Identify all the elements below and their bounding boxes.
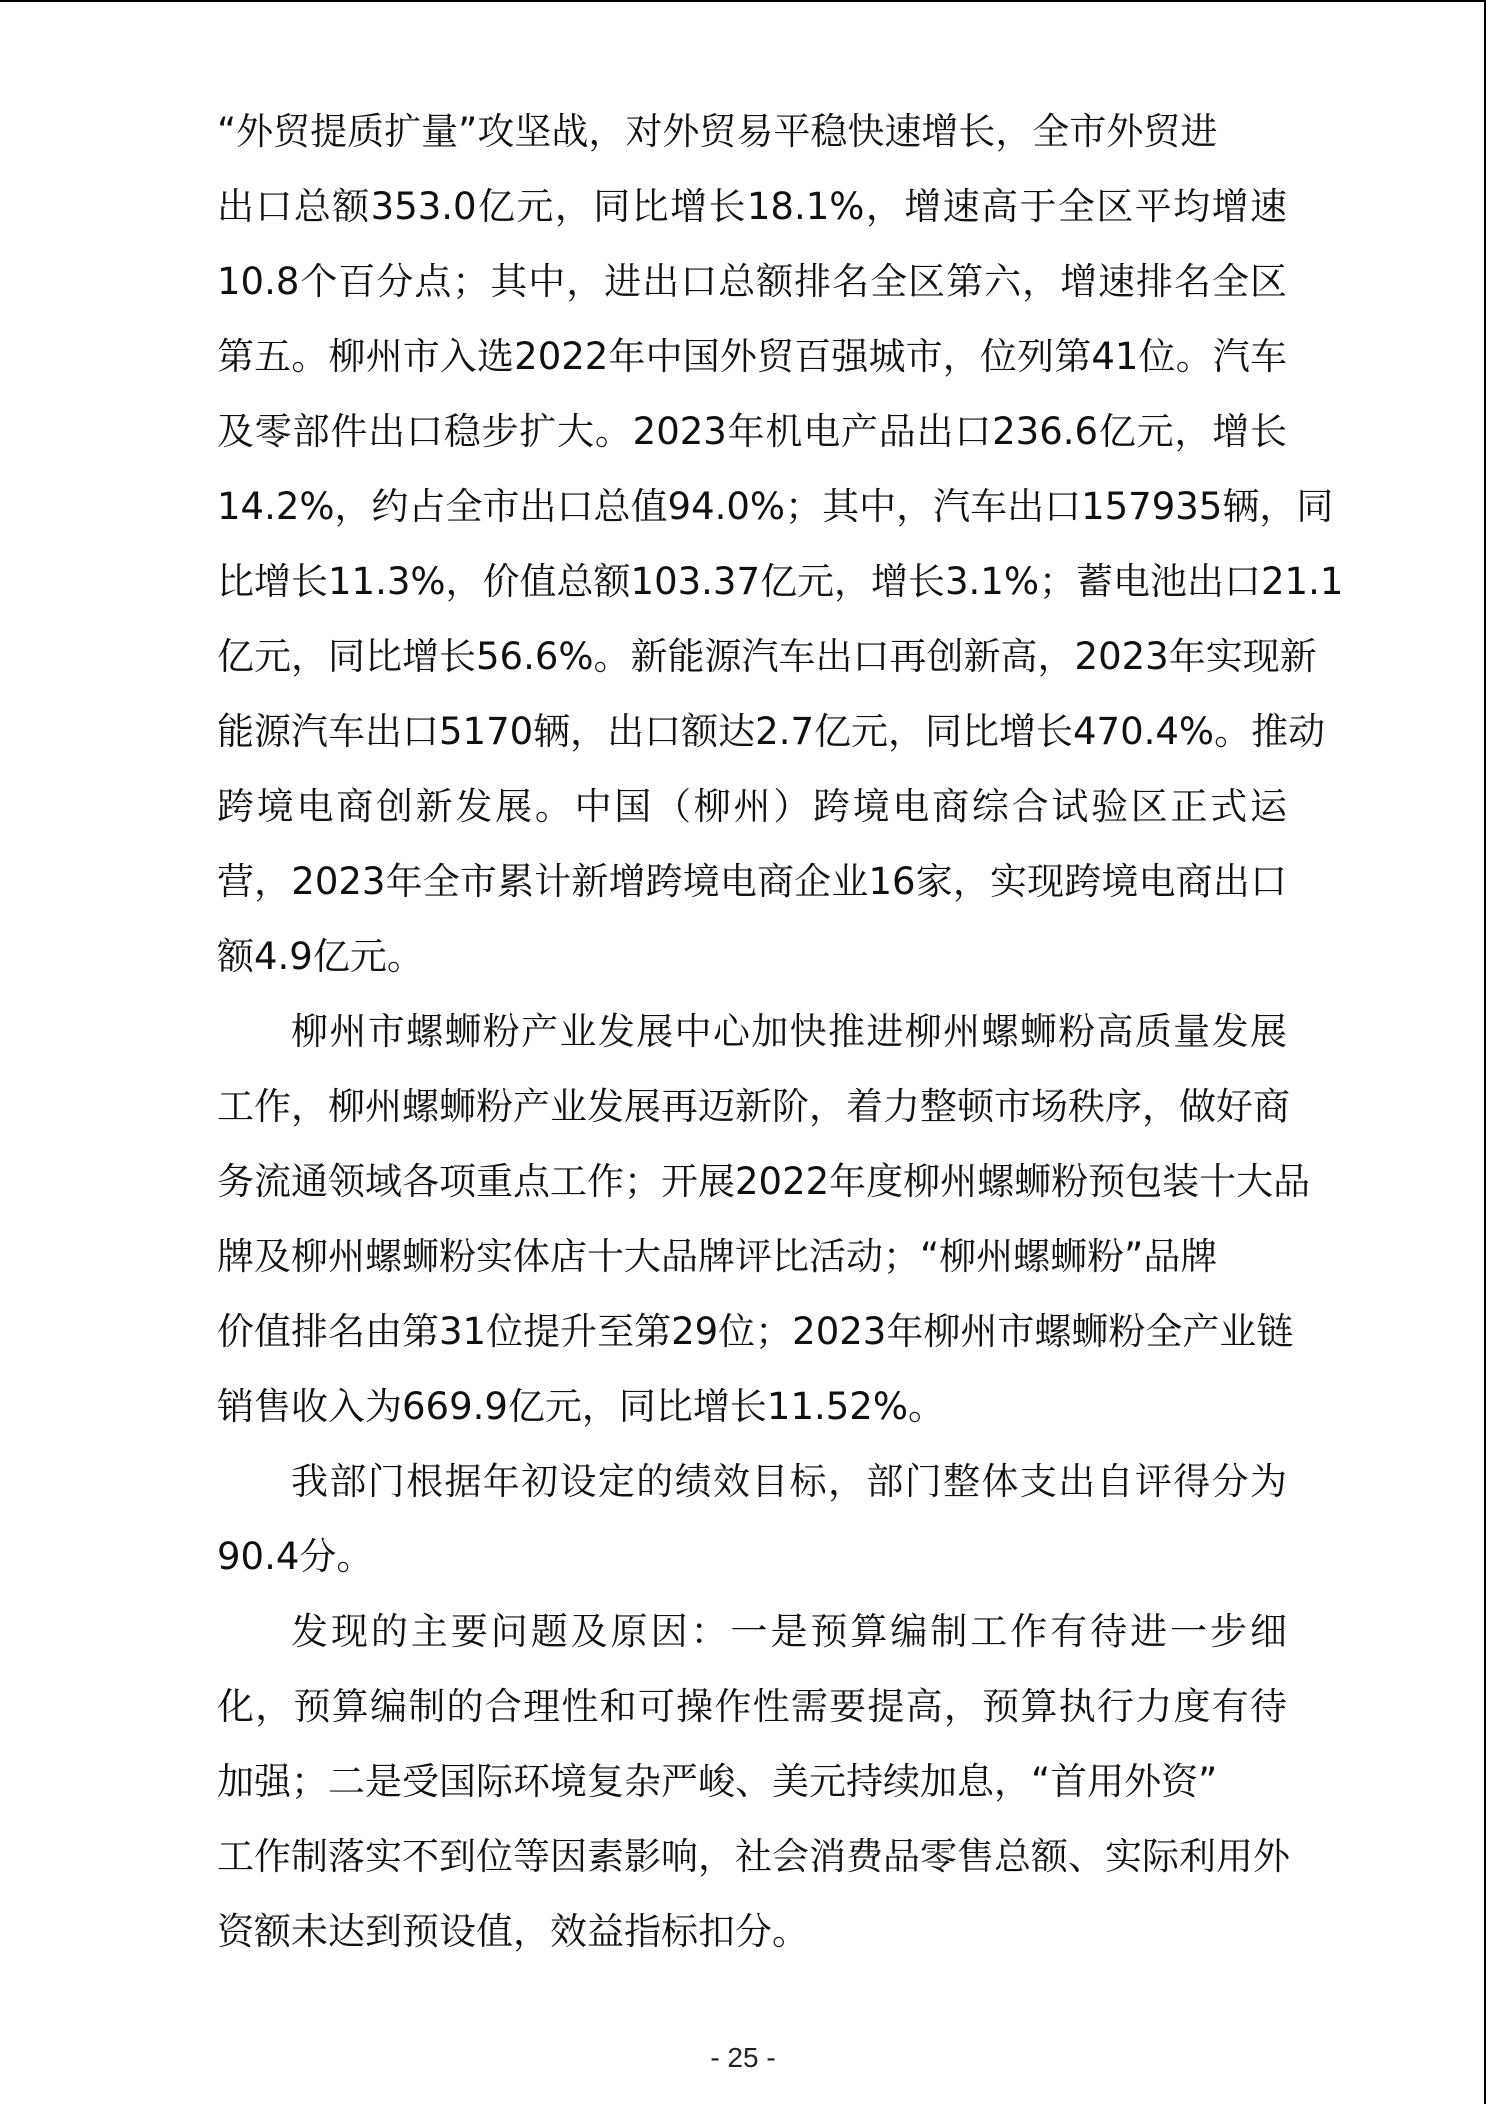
text-line: 额4.9亿元。 <box>217 935 424 978</box>
text-line: 10.8个百分点；其中，进出口总额排名全区第六，增速排名全区 <box>217 260 1287 303</box>
text-line: “外贸提质扩量”攻坚战，对外贸易平稳快速增长，全市外贸进 <box>217 110 1218 153</box>
text-line: 化，预算编制的合理性和可操作性需要提高，预算执行力度有待 <box>217 1685 1287 1728</box>
text-line: 亿元，同比增长56.6%。新能源汽车出口再创新高，2023年实现新 <box>217 635 1317 678</box>
text-line: 跨境电商创新发展。中国（柳州）跨境电商综合试验区正式运 <box>217 785 1287 828</box>
text-line: 及零部件出口稳步扩大。2023年机电产品出口236.6亿元，增长 <box>217 410 1287 453</box>
text-line: 牌及柳州螺蛳粉实体店十大品牌评比活动；“柳州螺蛳粉”品牌 <box>217 1235 1218 1278</box>
page-number: - 25 - <box>710 2042 776 2073</box>
document-body <box>217 94 1344 1969</box>
text-line: 14.2%，约占全市出口总值94.0%；其中，汽车出口157935辆，同 <box>217 485 1334 528</box>
text-line: 出口总额353.0亿元，同比增长18.1%，增速高于全区平均增速 <box>217 185 1287 228</box>
text-line: 务流通领域各项重点工作；开展2022年度柳州螺蛳粉预包装十大品 <box>217 1160 1311 1203</box>
text-line: 90.4分。 <box>217 1535 374 1578</box>
text-line: 营，2023年全市累计新增跨境电商企业16家，实现跨境电商出口 <box>217 860 1287 903</box>
text-line: 资额未达到预设值，效益指标扣分。 <box>217 1910 809 1953</box>
text-line: 加强；二是受国际环境复杂严峻、美元持续加息，“首用外资” <box>217 1760 1218 1803</box>
paragraph-first-line: 我部门根据年初设定的绩效目标，部门整体支出自评得分为 <box>291 1460 1287 1503</box>
text-line: 比增长11.3%，价值总额103.37亿元，增长3.1%；蓄电池出口21.1 <box>217 560 1344 603</box>
paragraph-first-line: 发现的主要问题及原因：一是预算编制工作有待进一步细 <box>291 1610 1287 1653</box>
paragraph-first-line: 柳州市螺蛳粉产业发展中心加快推进柳州螺蛳粉高质量发展 <box>291 1010 1287 1053</box>
text-line: 工作，柳州螺蛳粉产业发展再迈新阶，着力整顿市场秩序，做好商 <box>217 1085 1290 1128</box>
text-line: 能源汽车出口5170辆，出口额达2.7亿元，同比增长470.4%。推动 <box>217 710 1326 753</box>
text-line: 工作制落实不到位等因素影响，社会消费品零售总额、实际利用外 <box>217 1835 1290 1878</box>
text-line: 销售收入为669.9亿元，同比增长11.52%。 <box>217 1385 946 1428</box>
text-line: 第五。柳州市入选2022年中国外贸百强城市，位列第41位。汽车 <box>217 335 1287 378</box>
text-line: 价值排名由第31位提升至第29位；2023年柳州市螺蛳粉全产业链 <box>217 1310 1294 1353</box>
